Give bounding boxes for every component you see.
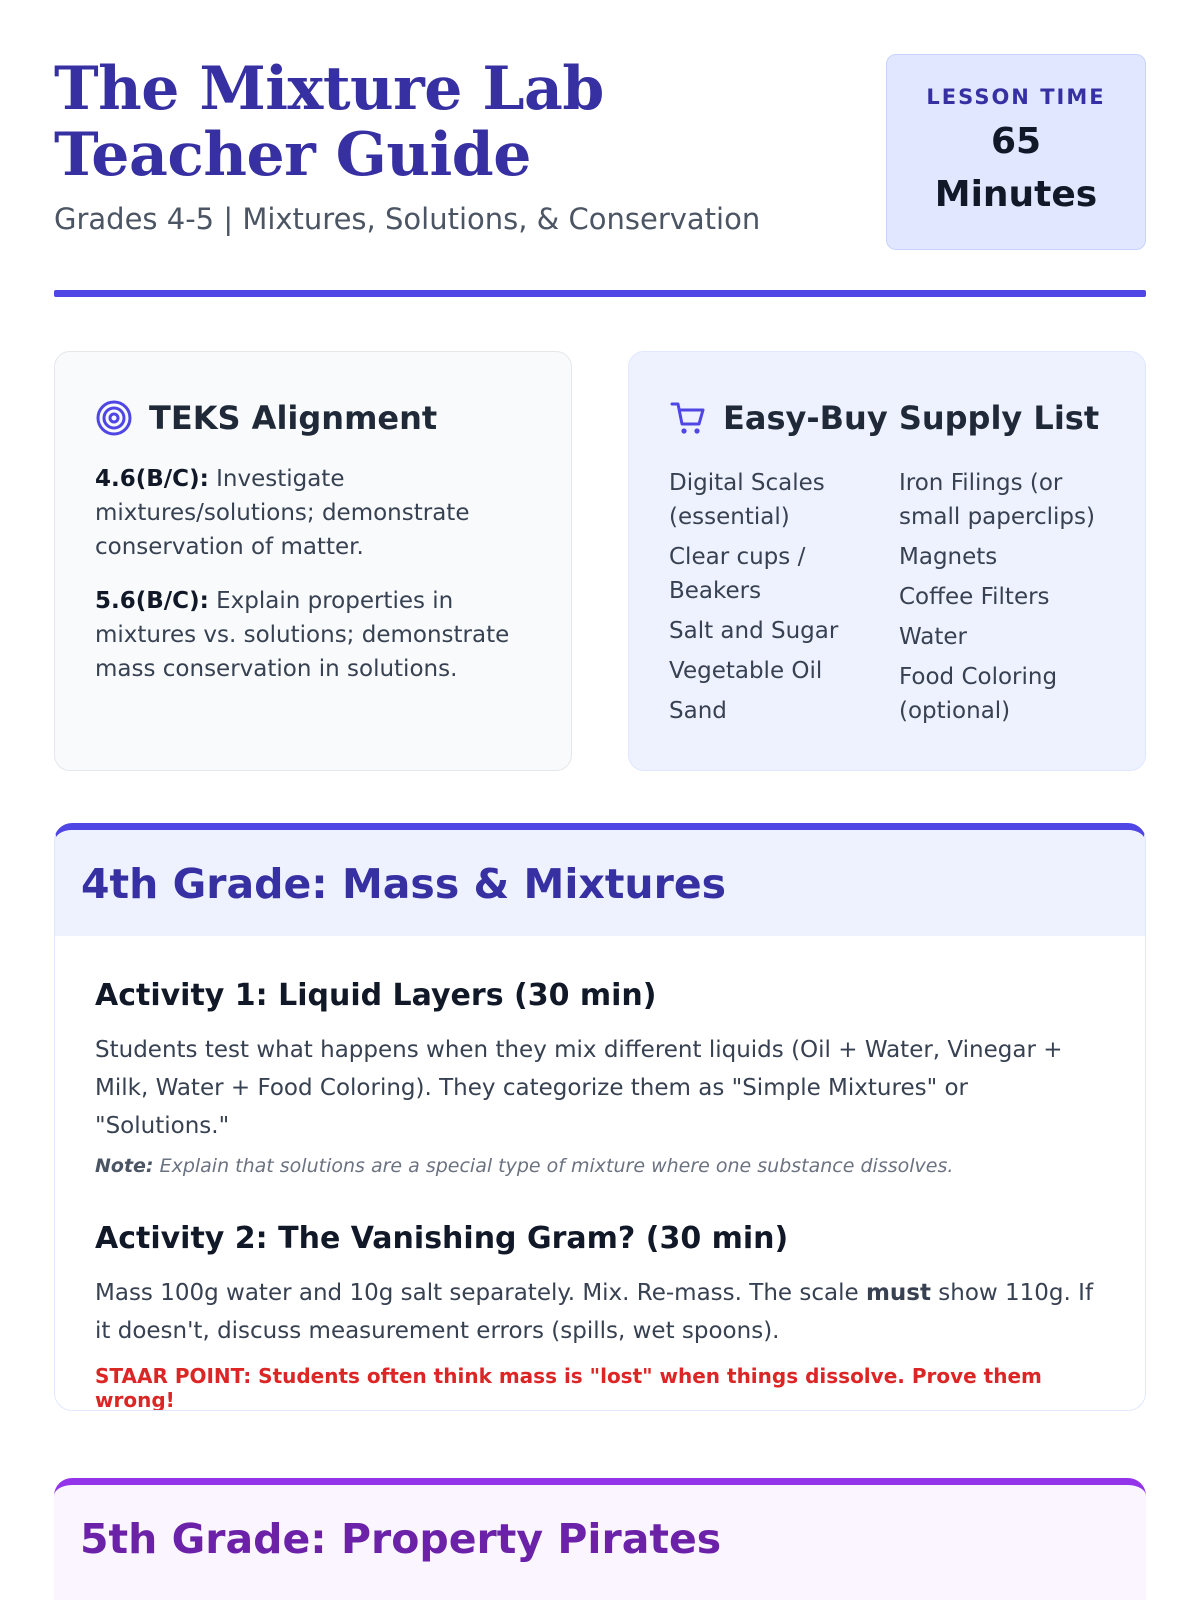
teks-card-title: TEKS Alignment (149, 399, 438, 437)
staar-point: STAAR POINT: Students often think mass is "lost" when things dissolve. Prove them wrong! (95, 1364, 1042, 1411)
activity1-title: Activity 1: Liquid Layers (30 min) (95, 978, 657, 1013)
supply-item: Vegetable Oil (669, 658, 823, 684)
note-label: Note: (95, 1155, 154, 1177)
supply-column-2 (899, 466, 1109, 734)
supply-card (628, 351, 1146, 771)
supply-item: Water (899, 624, 967, 650)
teks-code: 4.6(B/C): (95, 466, 209, 492)
teks-card-header (95, 396, 531, 440)
supply-list (669, 466, 1105, 734)
teks-code: 5.6(B/C): (95, 588, 209, 614)
header (54, 0, 1146, 296)
activity2-emphasis: must (865, 1280, 931, 1306)
supply-card-header (669, 396, 1105, 440)
lesson-time-number: 65 (990, 121, 1042, 162)
teks-item (95, 584, 531, 686)
activity2-text-part: Mass 100g water and 10g salt separately. Mix. Re-mass. The scale (95, 1280, 866, 1306)
grade4-header (55, 830, 1145, 936)
page-title: The Mixture Lab Teacher Guide (54, 54, 604, 190)
teks-card (54, 351, 572, 771)
grade5-header (54, 1485, 1146, 1591)
supply-item: Salt and Sugar (669, 618, 839, 644)
teks-text: Investigate mixtures/solutions; demonstrate conservation of matter. (95, 466, 470, 560)
activity1-note (95, 1155, 1105, 1177)
supply-card-title: Easy-Buy Supply List (723, 399, 1100, 437)
activity2-text (95, 1274, 1105, 1350)
activity1-text: Students test what happens when they mix different liquids (Oil + Water, Vinegar + Milk, Water + Food Coloring). They categorize them as "Simple Mixtures" or "Solutions." (95, 1037, 1063, 1139)
page-subtitle: Grades 4-5 | Mixtures, Solutions, & Conservation (54, 202, 761, 236)
grade5-title: 5th Grade: Property Pirates (80, 1515, 722, 1563)
info-cards (54, 351, 1146, 771)
lesson-time-unit: Minutes (934, 174, 1098, 215)
supply-item: Coffee Filters (899, 584, 1050, 610)
target-icon (95, 399, 133, 437)
lesson-time-value (887, 115, 1145, 221)
grade4-title: 4th Grade: Mass & Mixtures (81, 860, 727, 908)
supply-item: Magnets (899, 544, 998, 570)
activity2-text-part: show 110g. If it doesn't, discuss measurement errors (spills, wet spoons). (95, 1280, 1094, 1344)
activity2-title: Activity 2: The Vanishing Gram? (30 min) (95, 1221, 789, 1256)
teks-list (95, 462, 531, 686)
grade5-section (54, 1478, 1146, 1600)
supply-item: Food Coloring (optional) (899, 664, 1058, 724)
note-text: Explain that solutions are a special type of mixture where one substance dissolves. (153, 1155, 954, 1177)
lesson-time-box (886, 54, 1146, 250)
lesson-time-label: LESSON TIME (926, 85, 1106, 109)
grade4-section (54, 823, 1146, 1411)
header-divider (54, 290, 1146, 297)
supply-column-1 (669, 466, 899, 734)
cart-icon (669, 399, 707, 437)
teks-item (95, 462, 531, 564)
supply-item: Iron Filings (or small paperclips) (899, 470, 1095, 530)
grade4-body (55, 936, 1145, 1411)
supply-item: Digital Scales (essential) (669, 470, 825, 530)
teks-text: Explain properties in mixtures vs. solutions; demonstrate mass conservation in solutions. (95, 588, 510, 682)
supply-item: Sand (669, 698, 727, 724)
supply-item: Clear cups / Beakers (669, 544, 806, 604)
